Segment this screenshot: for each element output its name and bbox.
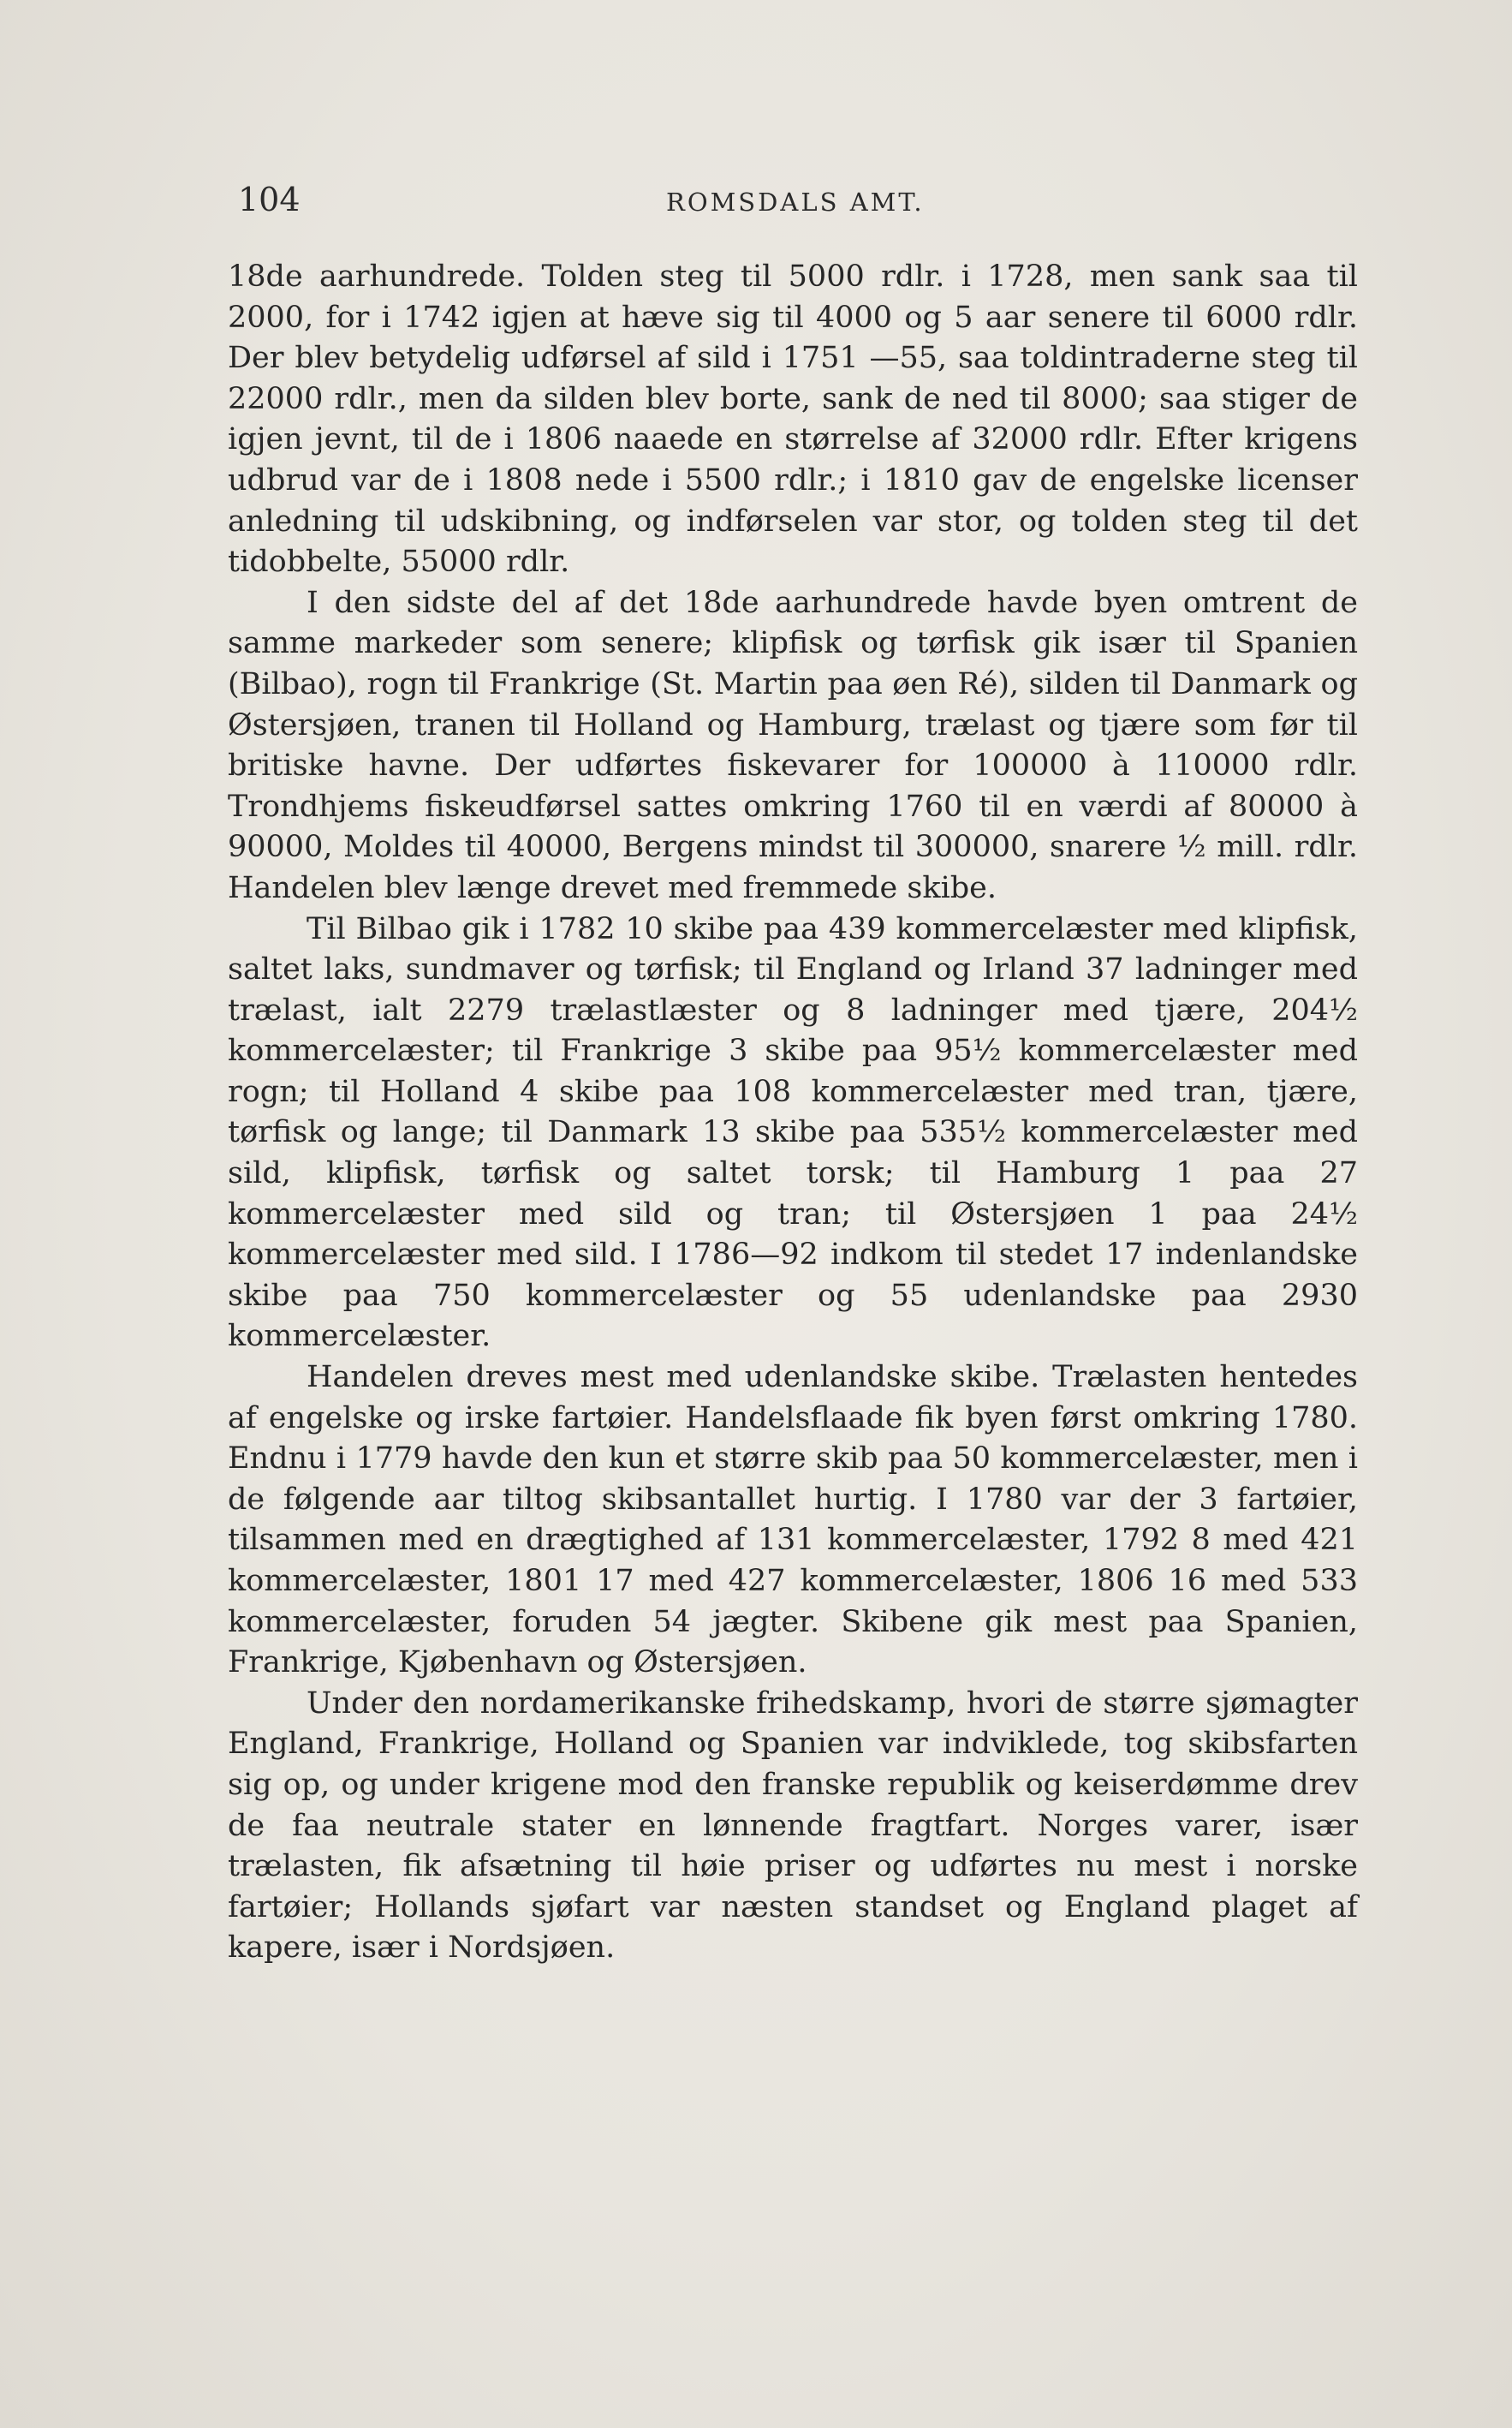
body-text xyxy=(228,257,1358,1969)
paragraph-4: Handelen dreves mest med udenlandske skibe. Trælasten hentedes af engelske og irske fartøier. Handelsflaade fik byen først omkring 1780. Endnu i 1779 havde den kun et større skib paa 50 kommercelæster, men i de følgende aar tiltog skibsantallet hurtig. I 1780 var der 3 fartøier, tilsammen med en drægtighed af 131 kommercelæster, 1792 8 med 421 kommercelæster, 1801 17 med 427 kommercelæster, 1806 16 med 533 kommercelæster, foruden 54 jægter. Skibene gik mest paa Spanien, Frankrige, Kjøbenhavn og Østersjøen. xyxy=(228,1360,1358,1680)
paragraph-1: 18de aarhundrede. Tolden steg til 5000 rdlr. i 1728, men sank saa til 2000, for i 1742 igjen at hæve sig til 4000 og 5 aar senere til 6000 rdlr. Der blev betydelig udførsel af sild i 1751 —55, saa toldintraderne steg til 22000 rdlr., men da silden blev borte, sank de ned til 8000; saa stiger de igjen jevnt, til de i 1806 naaede en størrelse af 32000 rdlr. Efter krigens udbrud var de i 1808 nede i 5500 rdlr.; i 1810 gav de engelske licenser anledning til udskibning, og indførselen var stor, og tolden steg til det tidobbelte, 55000 rdlr. xyxy=(228,260,1358,580)
paragraph-5: Under den nordamerikanske frihedskamp, hvori de større sjømagter England, Frankrige, Holland og Spanien var indviklede, tog skibsfarten sig op, og under krigene mod den franske republik og keiserdømme drev de faa neutrale stater en lønnende fragtfart. Norges varer, især trælasten, fik afsætning til høie priser og udførtes nu mest i norske fartøier; Hollands sjøfart var næsten standset og England plaget af kapere, især i Nordsjøen. xyxy=(228,1685,1358,1966)
page-header xyxy=(229,176,1360,227)
page-number: 104 xyxy=(238,181,301,218)
paragraph-2: I den sidste del af det 18de aarhundrede havde byen omtrent de samme markeder som senere; klipfisk og tørfisk gik især til Spanien (Bilbao), rogn til Frankrige (St. Martin paa øen Ré), silden til Danmark og Østersjøen, tranen til Holland og Hamburg, trælast og tjære som før til britiske havne. Der udførtes fiskevarer for 100000 à 110000 rdlr. Trondhjems fiskeudførsel sattes omkring 1760 til en værdi af 80000 à 90000, Moldes til 40000, Bergens mindst til 300000, snarere ½ mill. rdlr. Handelen blev længe drevet med fremmede skibe. xyxy=(228,585,1358,905)
paragraph-3: Til Bilbao gik i 1782 10 skibe paa 439 kommercelæster med klipfisk, saltet laks, sundmaver og tørfisk; til England og Irland 37 ladninger med trælast, ialt 2279 trælastlæster og 8 ladninger med tjære, 204½ kommercelæster; til Frankrige 3 skibe paa 95½ kommercelæster med rogn; til Holland 4 skibe paa 108 kommercelæster med tran, tjære, tørfisk og lange; til Danmark 13 skibe paa 535½ kommercelæster med sild, klipfisk, tørfisk og saltet torsk; til Hamburg 1 paa 27 kommercelæster med sild og tran; til Østersjøen 1 paa 24½ kommercelæster med sild. I 1786—92 indkom til stedet 17 indenlandske skibe paa 750 kommercelæster og 55 udenlandske paa 2930 kommercelæster. xyxy=(228,911,1358,1354)
running-head: ROMSDALS AMT. xyxy=(666,188,925,217)
